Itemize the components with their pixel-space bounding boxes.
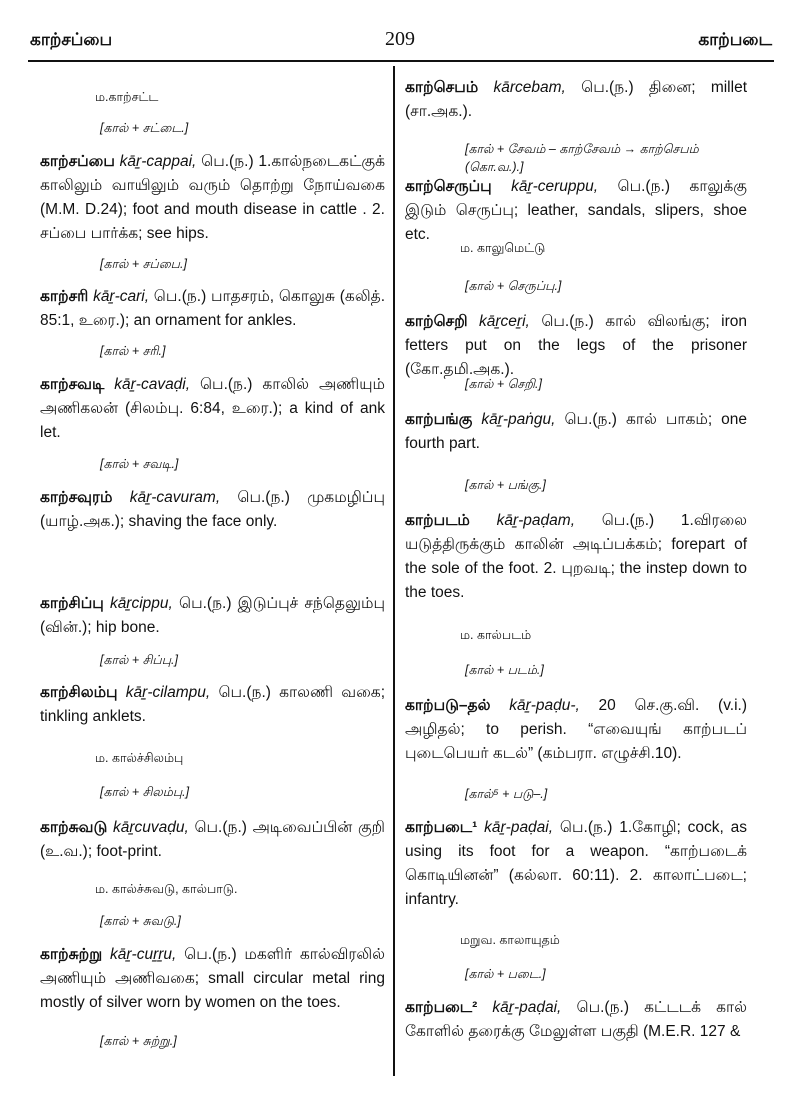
headword: காற்சரி: [40, 288, 89, 305]
etymology-note: [கால் + சரி.]: [100, 344, 166, 358]
transliteration: kāṟ-paḍai,: [492, 999, 562, 1016]
transliteration: kāṟceṟi,: [479, 313, 530, 330]
definition: பெ.(ந.) கால் பாகம்; one fourth part.: [405, 411, 747, 452]
definition: பெ.(ந.) இடுப்புச் சந்தெலும்பு (வின்.); hip bone.: [40, 595, 385, 636]
etymology-note: [கால் + சிலம்பு.]: [100, 785, 190, 799]
cognate-note: ம. காலுமெட்டு: [460, 241, 546, 255]
headword: காற்செபம்: [405, 79, 479, 96]
etymology-note: [கால் + சிப்பு.]: [100, 653, 178, 667]
transliteration: kārcebam,: [493, 79, 566, 96]
column-divider: [393, 66, 395, 1076]
etymology-note: [கால் + சவடி.]: [100, 457, 179, 471]
cognate-note: மறுவ. காலாயுதம்: [460, 933, 560, 947]
etymology-note: [கால் + பங்கு.]: [465, 478, 546, 492]
transliteration: kāṟ-paḍam,: [496, 512, 576, 529]
cognate-note: ம. கால்ச்சிலம்பு: [95, 751, 184, 765]
transliteration: kāṟcuvaḍu,: [112, 819, 189, 836]
transliteration: kāṟ-ceruppu,: [511, 178, 599, 195]
etymology-note: [கால் + படம்.]: [465, 663, 544, 677]
etymology-note: [கால் + சட்டை.]: [100, 121, 189, 135]
dictionary-entry: [40, 943, 385, 1015]
etymology-note: [கால் + செருப்பு.]: [465, 279, 562, 293]
headword: காற்சவடி: [40, 376, 105, 393]
headword: காற்சுவடு: [40, 819, 108, 836]
etymology-note: [கால் + படை.]: [465, 967, 546, 981]
etymology-note: [கால் + சேவம் – காற்சேவம் → காற்செபம் (கொ.வ.).]: [465, 142, 699, 174]
transliteration: kāṟcippu,: [109, 595, 173, 612]
definition: பெ.(ந.) தினை; millet (சா.அக.).: [405, 79, 747, 120]
transliteration: kāṟ-cari,: [93, 288, 150, 305]
headword: காற்படு–தல்: [405, 697, 491, 714]
headword: காற்சிப்பு: [40, 595, 104, 612]
headword: காற்படை²: [405, 999, 478, 1016]
dictionary-entry: [405, 408, 747, 456]
page-number: 209: [385, 28, 415, 50]
etymology-note: [கால் + சுவடு.]: [100, 914, 181, 928]
dictionary-entry: [40, 150, 385, 246]
dictionary-entry: [40, 681, 385, 729]
dictionary-entry: [40, 592, 385, 640]
transliteration: kāṟ-paḍu-,: [509, 697, 580, 714]
dictionary-entry: [405, 175, 747, 247]
headword: காற்சிலம்பு: [40, 684, 118, 701]
definition: பெ.(ந.) 1.கால்நடைகட்குக் காலிலும் வாயிலும் வரும் தொற்று நோய்வகை (M.M. D.24); foot and mouth disease in cattle . 2. சப்பை பார்க்க; see hips.: [40, 153, 385, 242]
headword: காற்படை¹: [405, 819, 478, 836]
definition: பெ.(ந.) கால் விலங்கு; iron fetters put on the legs of the prisoner (கோ.தமி.அக.).: [405, 313, 747, 378]
header-rule: [28, 60, 774, 62]
cognate-note: ம. கால்ச்சுவடு, கால்பாடு.: [95, 882, 238, 896]
definition: பெ.(ந.) காலில் அணியும் அணிகலன் (சிலம்பு. 6:84, உரை.); a kind of ank let.: [40, 376, 385, 441]
dictionary-entry: [405, 310, 747, 382]
transliteration: kāṟ-cappai,: [119, 153, 197, 170]
dictionary-entry: [405, 694, 747, 766]
left-guide-word: காற்சப்பை: [30, 30, 113, 49]
definition: பெ.(ந.) காலணி வகை; tinkling anklets.: [40, 684, 385, 725]
headword: காற்சுற்று: [40, 946, 103, 963]
dictionary-entry: [405, 509, 747, 605]
transliteration: kāṟ-paḍai,: [484, 819, 554, 836]
etymology-note: [கால் + செறி.]: [465, 377, 542, 391]
definition: பெ.(ந.) அடிவைப்பின் குறி (உ.வ.); foot-print.: [40, 819, 385, 860]
dictionary-entry: [405, 76, 747, 124]
etymology-note: [கால் + சுற்று.]: [100, 1034, 177, 1048]
headword: காற்பங்கு: [405, 411, 473, 428]
dictionary-entry: [40, 816, 385, 864]
etymology-note: [கால்⁵ + படு–.]: [465, 787, 548, 801]
headword: காற்சவுரம்: [40, 489, 113, 506]
dictionary-entry: [40, 373, 385, 445]
definition: பெ.(ந.) மகளிர் கால்விரலில் அணியும் அணிவகை; small circular metal ring mostly of silver worn by women on the toes.: [40, 946, 386, 1011]
definition: பெ.(ந.) 1.கோழி; cock, as using its foot for a weapon. “காற்படைக் கொடியினன்” (கல்லா. 60:11). 2. காலாட்படை; infantry.: [405, 819, 747, 908]
definition: 20 செ.கு.வி. (v.i.) அழிதல்; to perish. “எவையுங் காற்படப் புடைபெயர் கடல்” (கம்பரா. எழுச்சி.10).: [405, 697, 748, 762]
definition: பெ.(ந.) முகமழிப்பு (யாழ்.அக.); shaving the face only.: [40, 489, 386, 530]
dictionary-entry: [405, 996, 747, 1044]
headword: காற்செறி: [405, 313, 468, 330]
etymology-note: [கால் + சப்பை.]: [100, 257, 187, 271]
headword: காற்செருப்பு: [405, 178, 492, 195]
transliteration: kāṟ-cuṟṟu,: [110, 946, 177, 963]
definition: பெ.(ந.) 1.விரலை யடுத்திருக்கும் காலின் அடிப்பக்கம்; forepart of the sole of the foot. 2. புறவடி; the instep down to the toes.: [405, 512, 747, 601]
definition: பெ.(ந.) கட்டடக் கால் கோளில் தரைக்கு மேலுள்ள பகுதி (M.E.R. 127 &: [405, 999, 748, 1040]
page-header: [0, 28, 800, 58]
definition: பெ.(ந.) பாதசரம், கொலுசு (கலித். 85:1, உரை.); an ornament for ankles.: [40, 288, 386, 329]
dictionary-entry: [40, 285, 385, 333]
dictionary-entry: [40, 486, 385, 534]
headword: காற்படம்: [405, 512, 470, 529]
transliteration: kāṟ-cavuram,: [129, 489, 221, 506]
dictionary-entry: [405, 816, 747, 912]
transliteration: kāṟ-paṅgu,: [481, 411, 556, 428]
cognate-note: ம.காற்சட்ட: [95, 90, 159, 104]
right-guide-word: காற்படை: [698, 30, 772, 49]
transliteration: kāṟ-cilampu,: [125, 684, 211, 701]
cognate-note: ம. கால்படம்: [460, 628, 532, 642]
transliteration: kāṟ-cavaḍi,: [114, 376, 191, 393]
definition: பெ.(ந.) காலுக்கு இடும் செருப்பு; leather, sandals, slipers, shoe etc.: [405, 178, 747, 243]
headword: காற்சப்பை: [40, 153, 115, 170]
